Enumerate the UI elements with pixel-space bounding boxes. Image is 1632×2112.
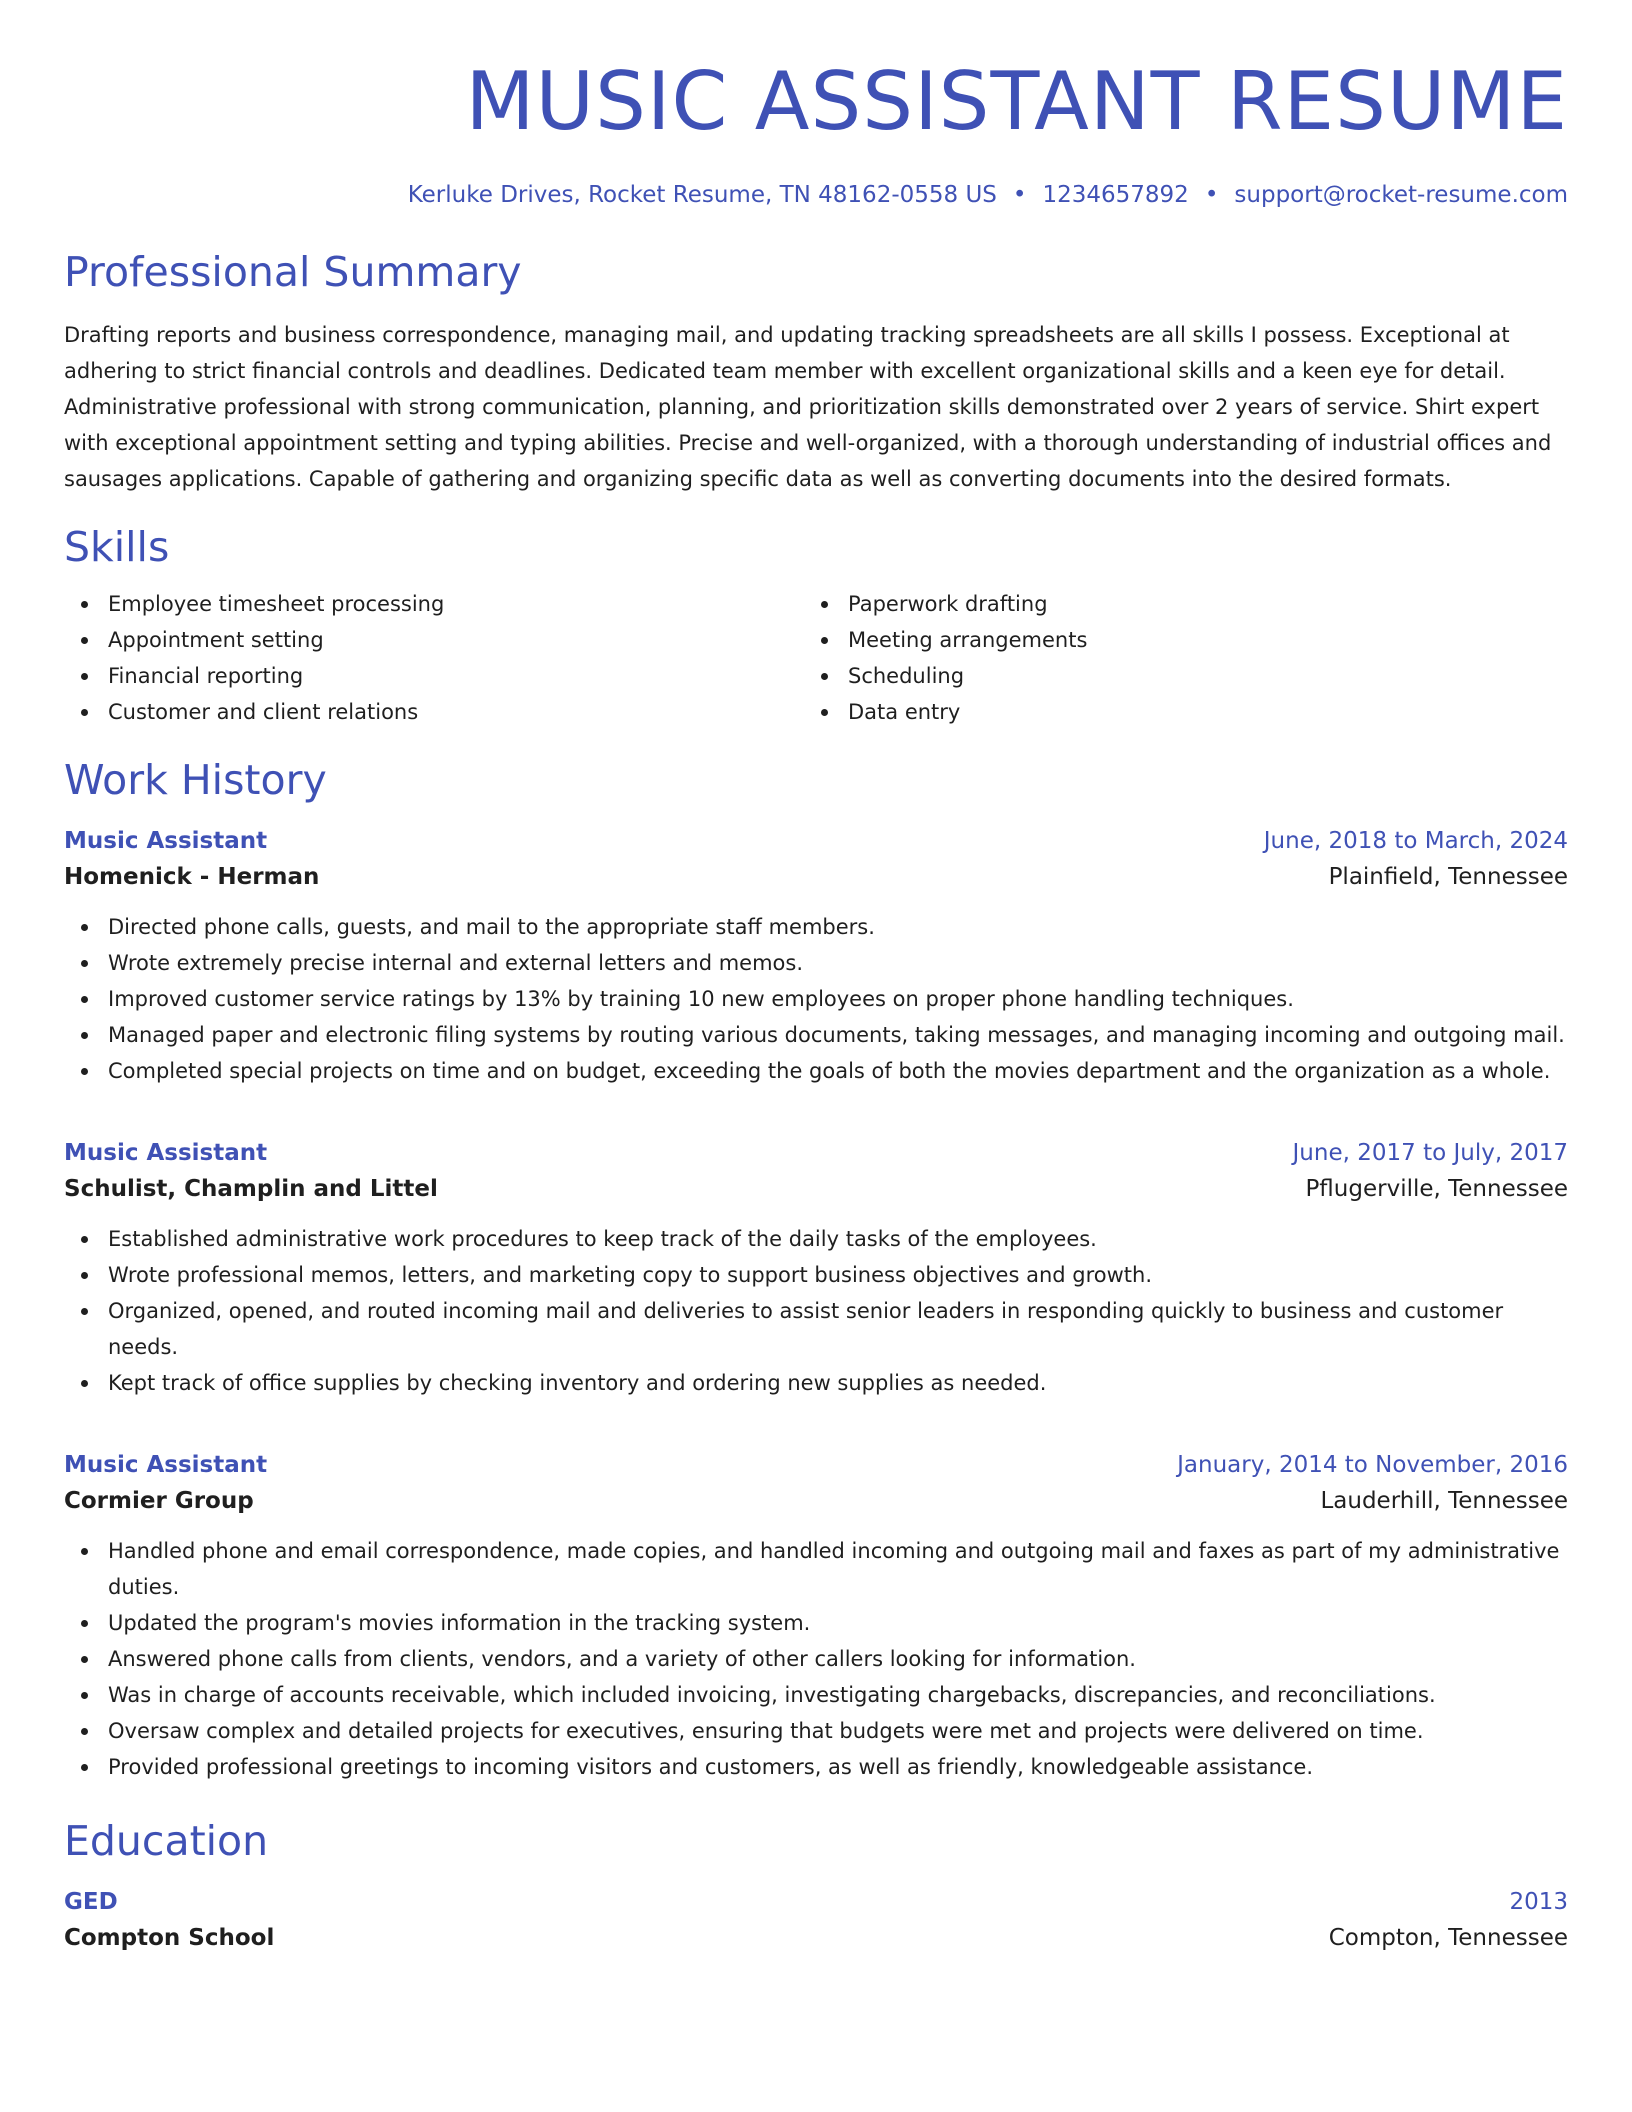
job-title: Music Assistant xyxy=(64,1140,268,1167)
job-company: Homenick - Herman xyxy=(64,864,320,891)
skills-list-right xyxy=(804,586,1568,730)
job-dates: January, 2014 to November, 2016 xyxy=(1177,1452,1568,1479)
education-year: 2013 xyxy=(1509,1889,1568,1916)
job-title: Music Assistant xyxy=(64,1452,268,1479)
education-school: Compton School xyxy=(64,1925,275,1952)
skill-item: Appointment setting xyxy=(108,622,804,658)
job-bullet: Improved customer service ratings by 13% by training 10 new employees on proper phone handling techniques. xyxy=(108,981,1568,1017)
skills-heading: Skills xyxy=(64,522,170,571)
job-bullet: Updated the program's movies information in the tracking system. xyxy=(108,1605,1568,1641)
education-section xyxy=(64,1817,1568,1956)
job-bullet: Oversaw complex and detailed projects for executives, ensuring that budgets were met and projects were delivered on time. xyxy=(108,1713,1568,1749)
job-entry xyxy=(64,1447,1568,1785)
job-title: Music Assistant xyxy=(64,828,268,855)
job-bullet: Was in charge of accounts receivable, which included invoicing, investigating chargebacks, discrepancies, and reconciliations. xyxy=(108,1677,1568,1713)
skill-item: Meeting arrangements xyxy=(848,622,1568,658)
job-bullet: Directed phone calls, guests, and mail to the appropriate staff members. xyxy=(108,909,1568,945)
job-bullet: Answered phone calls from clients, vendors, and a variety of other callers looking for information. xyxy=(108,1641,1568,1677)
contact-line xyxy=(64,182,1568,210)
job-bullet: Wrote professional memos, letters, and marketing copy to support business objectives and growth. xyxy=(108,1257,1568,1293)
skills-list-left xyxy=(64,586,804,730)
skills-section xyxy=(64,523,1568,730)
job-bullet: Kept track of office supplies by checking inventory and ordering new supplies as needed. xyxy=(108,1365,1568,1401)
education-degree: GED xyxy=(64,1889,118,1916)
professional-summary-section xyxy=(64,248,1568,497)
skill-item: Customer and client relations xyxy=(108,694,804,730)
work-history-section xyxy=(64,756,1568,1785)
skill-item: Scheduling xyxy=(848,658,1568,694)
contact-address: Kerluke Drives, Rocket Resume, TN 48162-0558 US xyxy=(407,182,997,208)
skill-item: Employee timesheet processing xyxy=(108,586,804,622)
contact-email[interactable]: support@rocket-resume.com xyxy=(1234,182,1568,208)
job-dates: June, 2017 to July, 2017 xyxy=(1292,1140,1568,1167)
job-location: Plainfield, Tennessee xyxy=(1328,864,1568,891)
job-bullet: Completed special projects on time and on budget, exceeding the goals of both the movies department and the organization as a whole. xyxy=(108,1053,1568,1089)
skill-item: Financial reporting xyxy=(108,658,804,694)
skill-item: Data entry xyxy=(848,694,1568,730)
job-location: Pflugerville, Tennessee xyxy=(1305,1176,1568,1203)
job-company: Schulist, Champlin and Littel xyxy=(64,1176,438,1203)
job-bullet: Established administrative work procedures to keep track of the daily tasks of the employees. xyxy=(108,1221,1568,1257)
contact-separator: • xyxy=(1012,182,1027,208)
summary-heading: Professional Summary xyxy=(64,247,522,296)
education-location: Compton, Tennessee xyxy=(1328,1925,1568,1952)
skills-grid xyxy=(64,586,1568,730)
job-bullets xyxy=(64,909,1568,1089)
work-history-heading: Work History xyxy=(64,755,327,804)
education-entry xyxy=(64,1884,1568,1956)
skill-item: Paperwork drafting xyxy=(848,586,1568,622)
job-bullets xyxy=(64,1221,1568,1401)
contact-phone[interactable]: 1234657892 xyxy=(1042,182,1189,208)
job-entry xyxy=(64,1135,1568,1401)
resume-title: MUSIC ASSISTANT RESUME xyxy=(465,55,1568,148)
job-bullet: Organized, opened, and routed incoming mail and deliveries to assist senior leaders in responding quickly to business and customer needs. xyxy=(108,1293,1568,1365)
job-company: Cormier Group xyxy=(64,1488,254,1515)
job-entry xyxy=(64,823,1568,1089)
job-bullet: Handled phone and email correspondence, made copies, and handled incoming and outgoing mail and faxes as part of my administrative duties. xyxy=(108,1533,1568,1605)
job-location: Lauderhill, Tennessee xyxy=(1320,1488,1568,1515)
summary-text: Drafting reports and business correspondence, managing mail, and updating tracking spreadsheets are all skills I possess. Exceptional at adhering to strict financial controls and deadlines. Dedicated team member with excellent organizational skills and a keen eye for detail. Administrative professional with strong communication, planning, and prioritization skills demonstrated over 2 years of service. Shirt expert with exceptional appointment setting and typing abilities. Precise and well-organized, with a thorough understanding of industrial offices and sausages applications. Capable of gathering and organizing specific data as well as converting documents into the desired formats. xyxy=(64,322,1552,491)
job-bullet: Managed paper and electronic filing systems by routing various documents, taking messages, and managing incoming and outgoing mail. xyxy=(108,1017,1568,1053)
contact-separator: • xyxy=(1204,182,1219,208)
job-bullet: Provided professional greetings to incoming visitors and customers, as well as friendly, knowledgeable assistance. xyxy=(108,1749,1568,1785)
education-heading: Education xyxy=(64,1817,269,1866)
job-bullets xyxy=(64,1533,1568,1785)
job-dates: June, 2018 to March, 2024 xyxy=(1263,828,1568,855)
job-bullet: Wrote extremely precise internal and external letters and memos. xyxy=(108,945,1568,981)
